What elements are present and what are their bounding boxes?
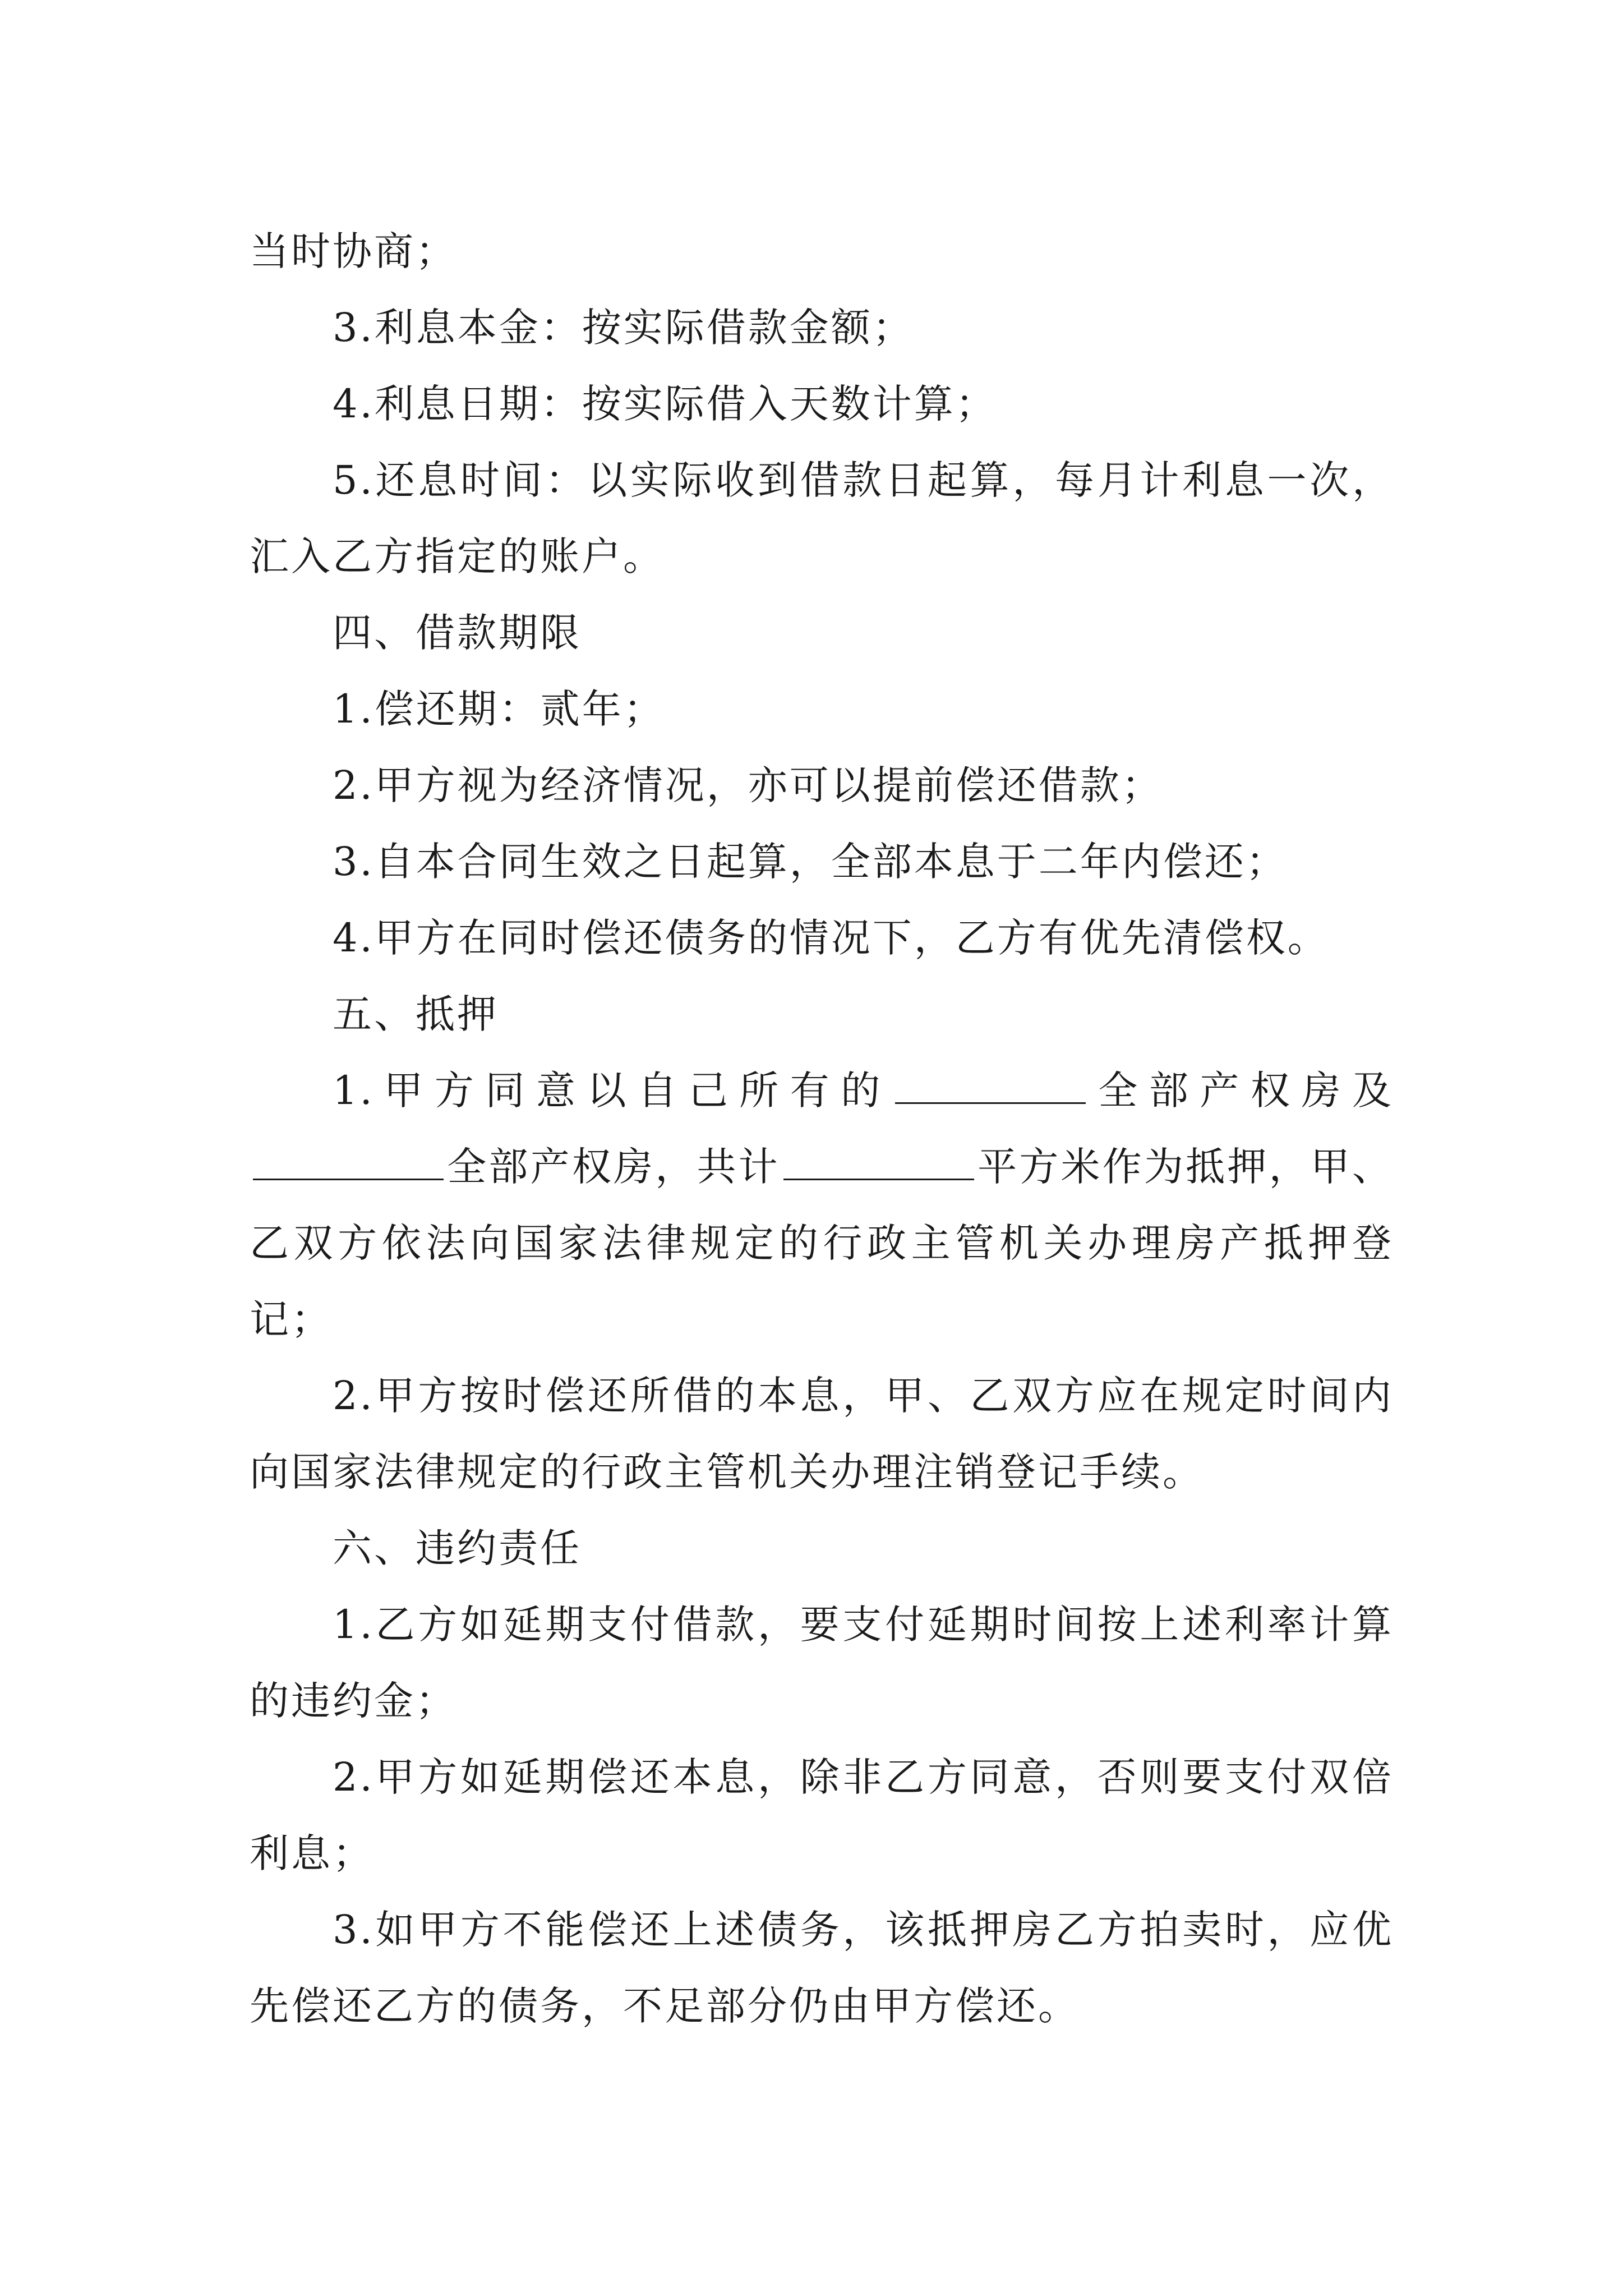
clause-priority-right: 4.甲方在同时偿还债务的情况下，乙方有优先清偿权。	[333, 915, 1329, 961]
blank-line-property-1	[895, 1070, 1086, 1104]
clause-repayment-deadline: 3.自本合同生效之日起算，全部本息于二年内偿还；	[333, 839, 1288, 885]
blank-line-area	[783, 1146, 974, 1180]
section-heading-liability: 六、违约责任	[333, 1525, 582, 1571]
mortgage-text-a: 1.甲方同意以自己所有的	[333, 1068, 892, 1114]
clause-mortgage-cancellation: 2.甲方按时偿还所借的本息，甲、乙双方应在规定时间内向国家法律规定的行政主管机关办理注销登记手续。	[250, 1373, 1394, 1495]
section-heading-mortgage: 五、抵押	[333, 991, 499, 1037]
mortgage-text-c: 全部产权房，共计	[447, 1144, 780, 1190]
mortgage-text-b: 全部产权房及	[1089, 1068, 1394, 1114]
clause-early-repayment: 2.甲方视为经济情况，亦可以提前偿还借款；	[333, 762, 1163, 808]
clause-interest-payment-time: 5.还息时间：以实际收到借款日起算，每月计利息一次，汇入乙方指定的账户。	[250, 457, 1394, 579]
mortgage-text-d: 平方米作为抵押，甲、乙双方依法向国家法律规定的行政主管机关办理房产抵押登记；	[250, 1144, 1394, 1342]
section-heading-loan-term: 四、借款期限	[333, 610, 582, 656]
clause-mortgage-property	[250, 1052, 1394, 1358]
paragraph-continuation: 当时协商；	[250, 228, 457, 274]
clause-default-auction: 3.如甲方不能偿还上述债务，该抵押房乙方拍卖时，应优先偿还乙方的债务，不足部分仍由甲方偿还。	[250, 1907, 1394, 2029]
clause-lender-delay: 1.乙方如延期支付借款，要支付延期时间按上述利率计算的违约金；	[250, 1602, 1394, 1724]
clause-borrower-delay: 2.甲方如延期偿还本息，除非乙方同意，否则要支付双倍利息；	[250, 1754, 1394, 1876]
clause-repayment-period: 1.偿还期：贰年；	[333, 686, 665, 732]
blank-line-property-2	[253, 1146, 444, 1180]
clause-interest-principal: 3.利息本金：按实际借款金额；	[333, 305, 914, 351]
document-body	[250, 213, 1394, 2044]
clause-interest-days: 4.利息日期：按实际借入天数计算；	[333, 381, 997, 427]
